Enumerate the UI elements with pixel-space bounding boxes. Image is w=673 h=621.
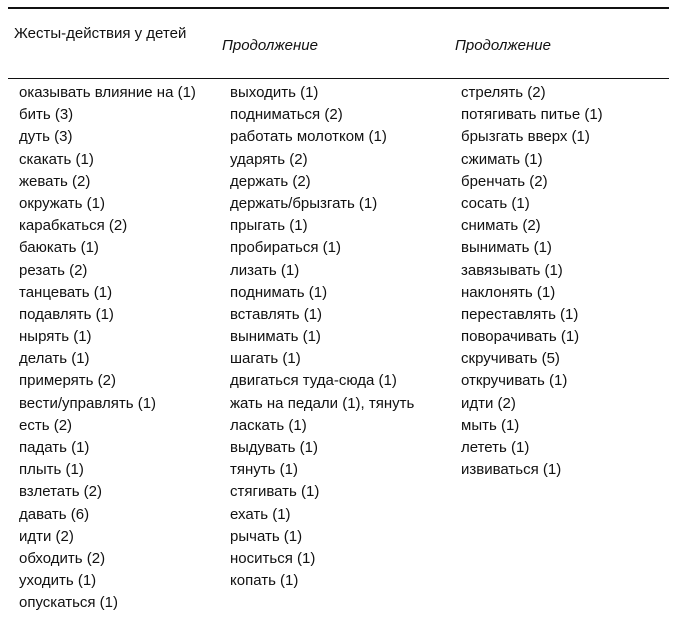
table-header-rule [8,78,669,79]
table-cell: опускаться (1) [19,594,119,612]
table-cell: бренчать (2) [461,172,548,190]
table-cell: плыть (1) [19,461,84,479]
table-cell: карабкаться (2) [19,217,128,235]
column-header-continuation-1: Продолжение [222,37,318,54]
table-cell: вынимать (1) [461,239,552,257]
table-cell: лизать (1) [230,261,300,279]
table-cell: держать/брызгать (1) [230,194,378,212]
table-cell: двигаться туда-сюда (1) [230,372,397,390]
table-cell: ласкать (1) [230,416,307,434]
table-cell: делать (1) [19,350,90,368]
table-cell: держать (2) [230,172,311,190]
table-cell: нырять (1) [19,328,92,346]
table-cell: стягивать (1) [230,483,320,501]
table-cell: завязывать (1) [461,261,563,279]
column-header-continuation-2: Продолжение [455,37,551,54]
table-cell: вынимать (1) [230,328,321,346]
table-cell: примерять (2) [19,372,116,390]
table-cell: работать молотком (1) [230,128,387,146]
table-cell: скакать (1) [19,150,94,168]
table-cell: подниматься (2) [230,106,343,124]
table-cell: ехать (1) [230,505,291,523]
table-cell: сосать (1) [461,194,530,212]
table-cell: идти (2) [461,394,516,412]
table-cell: откручивать (1) [461,372,568,390]
table-cell: давать (6) [19,505,90,523]
table-column-2 [230,82,450,592]
table-cell: мыть (1) [461,416,520,434]
table-cell: подавлять (1) [19,305,114,323]
table-cell: извиваться (1) [461,461,562,479]
table-cell: жевать (2) [19,172,91,190]
table-cell: резать (2) [19,261,88,279]
table-cell: бить (3) [19,106,74,124]
table-cell: сжимать (1) [461,150,543,168]
table-cell: брызгать вверх (1) [461,128,590,146]
table-cell: тянуть (1) [230,461,298,479]
table-top-rule [8,7,669,9]
table-cell: есть (2) [19,416,73,434]
table-cell: баюкать (1) [19,239,99,257]
table-cell: потягивать питье (1) [461,106,603,124]
table-cell: окружать (1) [19,194,105,212]
table-cell: вести/управлять (1) [19,394,157,412]
table-cell: скручивать (5) [461,350,560,368]
table-cell: падать (1) [19,439,90,456]
table-cell: переставлять (1) [461,305,579,323]
table-cell: наклонять (1) [461,283,556,301]
table-cell: поворачивать (1) [461,328,580,346]
table-cell: копать (1) [230,572,299,590]
table-cell: взлетать (2) [19,483,103,501]
table-column-1 [19,82,219,615]
table-cell: дуть (3) [19,128,73,146]
table-cell: лететь (1) [461,439,530,456]
table-cell: обходить (2) [19,549,106,567]
table-cell: танцевать (1) [19,283,113,301]
table-cell: прыгать (1) [230,217,308,235]
column-header-gestures: Жесты-действия у детей [14,25,187,42]
table-cell: идти (2) [19,527,74,545]
table-column-3 [461,82,666,481]
table-cell: поднимать (1) [230,283,328,301]
table-cell: снимать (2) [461,217,541,235]
table-cell: пробираться (1) [230,239,341,257]
table-cell: вставлять (1) [230,305,323,323]
table-cell: оказывать влияние на (1) [19,84,196,101]
table-cell: рычать (1) [230,527,303,545]
table-cell: жать на педали (1), тянуть [230,394,415,412]
table-cell: стрелять (2) [461,84,546,101]
table-cell: уходить (1) [19,572,97,590]
table-cell: выходить (1) [230,84,319,101]
table-cell: ударять (2) [230,150,308,168]
table-cell: выдувать (1) [230,439,319,456]
table-cell: носиться (1) [230,549,316,567]
table-cell: шагать (1) [230,350,301,368]
